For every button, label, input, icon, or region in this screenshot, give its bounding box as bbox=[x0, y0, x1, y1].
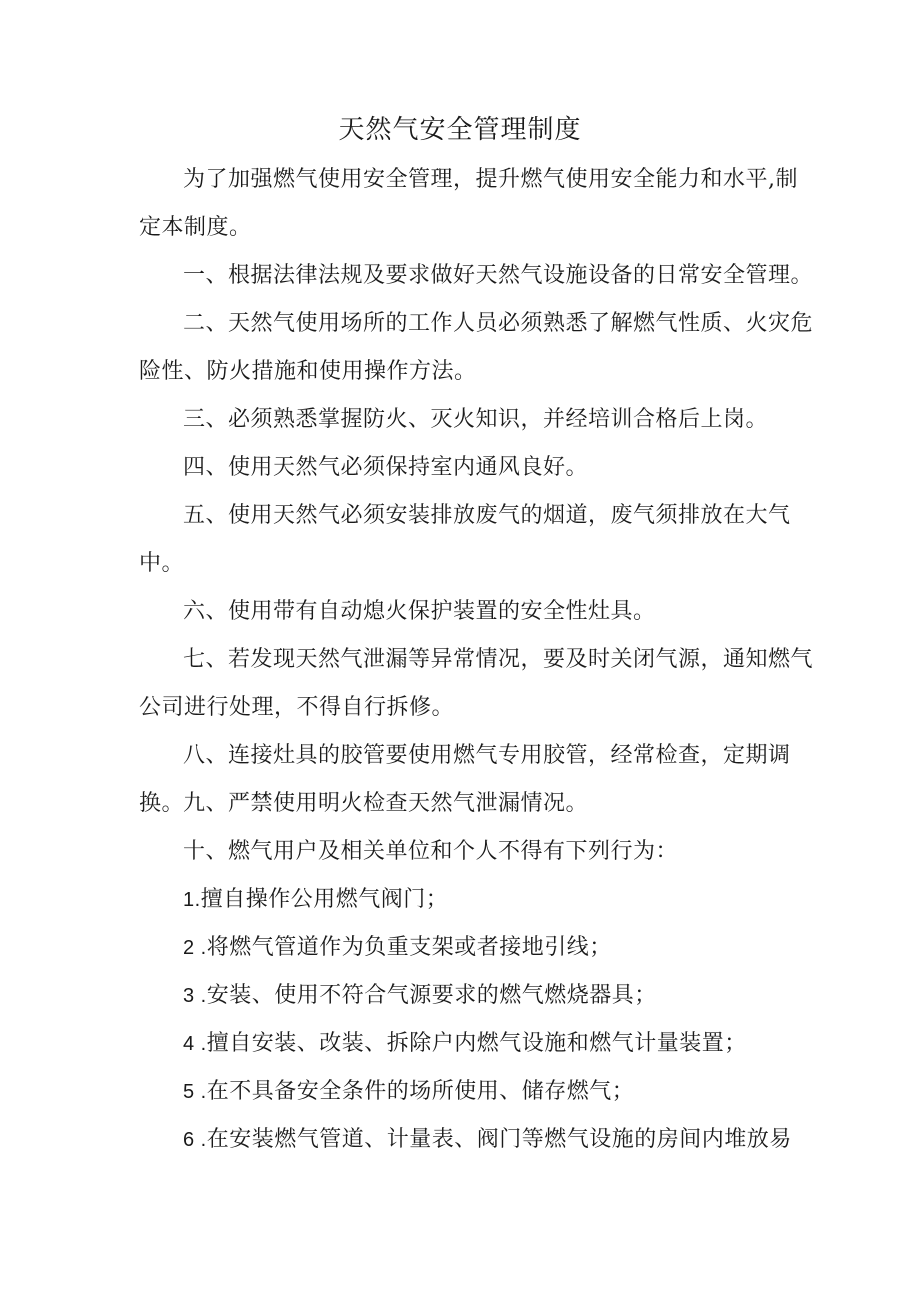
item-number: 4 . bbox=[183, 1033, 207, 1055]
item-text: 安装、使用不符合气源要求的燃气燃烧器具； bbox=[206, 983, 657, 1008]
rule-10: 十、燃气用户及相关单位和个人不得有下列行为： bbox=[183, 839, 679, 864]
item-text: 擅自安装、改装、拆除户内燃气设施和燃气计量装置； bbox=[206, 1031, 747, 1056]
rule-8: 八、连接灶具的胶管要使用燃气专用胶管，经常检查，定期调换。 bbox=[139, 743, 791, 816]
rule-6: 六、使用带有自动熄火保护装置的安全性灶具。 bbox=[183, 599, 656, 624]
item-text: 将燃气管道作为负重支架或者接地引线； bbox=[206, 935, 612, 960]
prohibited-item-5 bbox=[183, 1068, 823, 1116]
rule-5: 五、使用天然气必须安装排放废气的烟道，废气须排放在大气中。 bbox=[139, 503, 791, 576]
rule-4: 四、使用天然气必须保持室内通风良好。 bbox=[183, 455, 589, 480]
prohibited-item-1 bbox=[183, 876, 823, 924]
rule-2: 二、天然气使用场所的工作人员必须熟悉了解燃气性质、火灾危险性、防火措施和使用操作方法。 bbox=[139, 311, 814, 384]
item-text: 擅自操作公用燃气阀门； bbox=[200, 887, 449, 912]
rule-3: 三、必须熟悉掌握防火、灭火知识，并经培训合格后上岗。 bbox=[183, 407, 769, 432]
item-number: 6 . bbox=[183, 1129, 207, 1151]
prohibited-item-4 bbox=[183, 1020, 823, 1068]
prohibited-item-3 bbox=[183, 972, 823, 1020]
rule-1: 一、根据法律法规及要求做好天然气设施设备的日常安全管理。 bbox=[183, 263, 814, 288]
item-text: 在安装燃气管道、计量表、阀门等燃气设施的房间内堆放易 bbox=[206, 1127, 792, 1152]
rule-7: 七、若发现天然气泄漏等异常情况，要及时关闭气源，通知燃气公司进行处理，不得自行拆修。 bbox=[139, 647, 814, 720]
item-number: 5 . bbox=[183, 1081, 207, 1103]
prohibited-item-6 bbox=[183, 1116, 823, 1164]
item-text: 在不具备安全条件的场所使用、储存燃气； bbox=[206, 1079, 635, 1104]
item-number: 3 . bbox=[183, 985, 207, 1007]
rule-9: 九、严禁使用明火检查天然气泄漏情况。 bbox=[183, 791, 589, 816]
intro-paragraph: 为了加强燃气使用安全管理，提升燃气使用安全能力和水平,制定本制度。 bbox=[139, 167, 798, 240]
item-number: 1. bbox=[183, 889, 201, 911]
prohibited-item-2 bbox=[183, 924, 823, 972]
item-number: 2 . bbox=[183, 937, 207, 959]
document-title: 天然气安全管理制度 bbox=[338, 115, 582, 145]
